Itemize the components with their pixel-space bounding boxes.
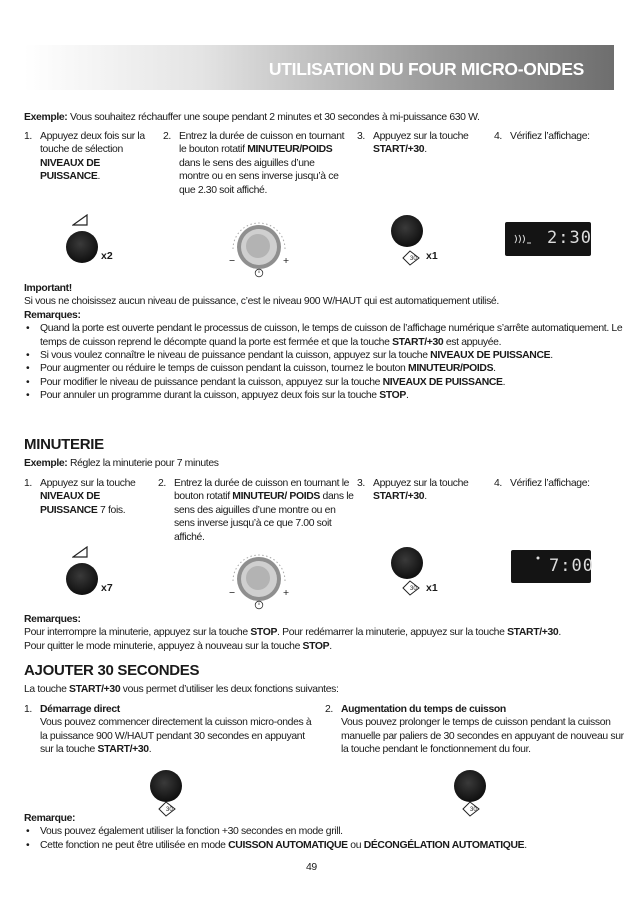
display-time-2: 7:00 <box>549 556 594 576</box>
step2-2: 2. Entrez la durée de cuisson en tournant le bouton rotatif MINUTEUR/ POIDS dans le sens des aiguilles d’une montre ou en sens inverse jusqu’à ce que 7.00 soit affiché. <box>158 478 354 543</box>
step2-3: 3. Appuyez sur la touche START/+30. <box>357 478 469 503</box>
power-level-button[interactable] <box>66 563 98 595</box>
power-press-count: x2 <box>101 250 113 262</box>
important-text: Si vous ne choisissez aucun niveau de puissance, c’est le niveau 900 W/HAUT qui est automatiquement utilisé. <box>24 296 499 308</box>
timer-weight-knob[interactable] <box>224 545 294 617</box>
oven-display-1 <box>505 222 591 256</box>
important-title: Important! <box>24 283 72 294</box>
start-icon <box>401 580 421 596</box>
start-button[interactable] <box>454 770 486 802</box>
step1-4: 4. Vérifiez l’affichage: <box>494 131 590 142</box>
knob-plus: + <box>283 588 289 599</box>
step2-4: 4. Vérifiez l’affichage: <box>494 478 590 489</box>
step1-2: 2. Entrez la durée de cuisson en tournant le bouton rotatif MINUTEUR/POIDS dans le sens des aiguilles d’une montre ou en sens inverse jusqu’à ce que 2.30 soit affiché. <box>163 131 345 196</box>
list-item: • Pour annuler un programme durant la cuisson, appuyez deux fois sur la touche STOP. <box>24 389 624 402</box>
minuterie-remarks: Remarques: Pour interrompre la minuterie, appuyez sur la touche STOP. Pour redémarrer la minuterie, appuyez sur la touche START/+30. Pour quitter le mode minuterie, appuyez à nouveau sur la touche STOP. <box>24 614 561 652</box>
start-icon-label: 30 <box>166 807 173 813</box>
minuterie-title: MINUTERIE <box>24 436 104 453</box>
list-item: • Cette fonction ne peut être utilisée en mode CUISSON AUTOMATIQUE ou DÉCONGÉLATION AUTOMATIQUE. <box>24 839 624 852</box>
list-item: • Pour augmenter ou réduire le temps de cuisson pendant la cuisson, tournez le bouton MINUTEUR/POIDS. <box>24 362 624 375</box>
start-icon <box>401 250 421 266</box>
page-number: 49 <box>306 862 317 873</box>
list-item: • Pour modifier le niveau de puissance pendant la cuisson, appuyez sur la touche NIVEAUX DE PUISSANCE. <box>24 376 624 389</box>
knob-minus: − <box>229 588 235 599</box>
start-icon-label: 30 <box>410 586 417 592</box>
header-title: UTILISATION DU FOUR MICRO-ONDES <box>268 59 584 79</box>
remarks-list <box>24 322 624 402</box>
list-item: • Si vous voulez connaître le niveau de puissance pendant la cuisson, appuyez sur la touche NIVEAUX DE PUISSANCE. <box>24 349 624 362</box>
ajouter-remark: Remarque: • Vous pouvez également utiliser la fonction +30 secondes en mode grill. • Cette fonction ne peut être utilisée en mode CUISSON AUTOMATIQUE ou DÉCONGÉLATION AUTOMATIQUE. <box>24 812 624 852</box>
timer-indicator-icon <box>535 555 541 561</box>
start-button[interactable] <box>391 547 423 579</box>
list-item: • Vous pouvez également utiliser la fonction +30 secondes en mode grill. <box>24 825 624 838</box>
step2-1: 1. Appuyez sur la touche NIVEAUX DE PUISSANCE 7 fois. <box>24 478 136 516</box>
remarks-title: Remarques: <box>24 309 81 321</box>
power-level-icon <box>72 546 88 558</box>
knob-plus: + <box>283 256 289 267</box>
power-level-icon <box>72 214 88 226</box>
ajouter-col2: 2. Augmentation du temps de cuisson Vous pouvez prolonger le temps de cuisson pendant la cuisson manuelle par paliers de 30 secondes en appuyant de nouveau sur la touche pendant le fonctionnement du four. <box>325 704 624 756</box>
ajouter-title: AJOUTER 30 SECONDES <box>24 662 200 679</box>
start-press-count: x1 <box>426 250 438 262</box>
start-button[interactable] <box>391 215 423 247</box>
step1-1: 1. Appuyez deux fois sur la touche de sélection NIVEAUX DE PUISSANCE. <box>24 131 145 183</box>
ajouter-intro: La touche START/+30 vous permet d’utiliser les deux fonctions suivantes: <box>24 684 339 695</box>
start-icon-label: 30 <box>410 256 417 262</box>
important-block <box>24 282 624 403</box>
start-icon-label: 30 <box>470 807 477 813</box>
display-time-1: 2:30 <box>547 228 592 248</box>
knob-minus: − <box>229 256 235 267</box>
microwave-waves-icon <box>513 232 531 246</box>
intro-text: Vous souhaitez réchauffer une soupe pendant 2 minutes et 30 secondes à mi-puissance 630 W. <box>69 112 480 123</box>
power-press-count: x7 <box>101 582 113 594</box>
page-header <box>24 45 614 90</box>
oven-display-2 <box>511 550 594 583</box>
intro-example <box>24 111 624 124</box>
start-button[interactable] <box>150 770 182 802</box>
minuterie-example: Exemple: Réglez la minuterie pour 7 minutes <box>24 458 219 469</box>
ajouter-col1: 1. Démarrage direct Vous pouvez commencer directement la cuisson micro-ondes à la puissance 900 W/HAUT pendant 30 secondes en appuyant sur la touche START/+30. <box>24 704 312 756</box>
intro-label: Exemple: <box>24 112 68 123</box>
start-press-count: x1 <box>426 582 438 594</box>
power-level-button[interactable] <box>66 231 98 263</box>
step1-3: 3. Appuyez sur la touche START/+30. <box>357 131 469 156</box>
list-item: • Quand la porte est ouverte pendant le processus de cuisson, le temps de cuisson de l’affichage numérique s’arrête automatiquement. Le temps de cuisson reprend le décompte quand la porte est fermée et que la touche START/+30 est appuyée. <box>24 322 624 349</box>
timer-weight-knob[interactable] <box>224 213 294 285</box>
